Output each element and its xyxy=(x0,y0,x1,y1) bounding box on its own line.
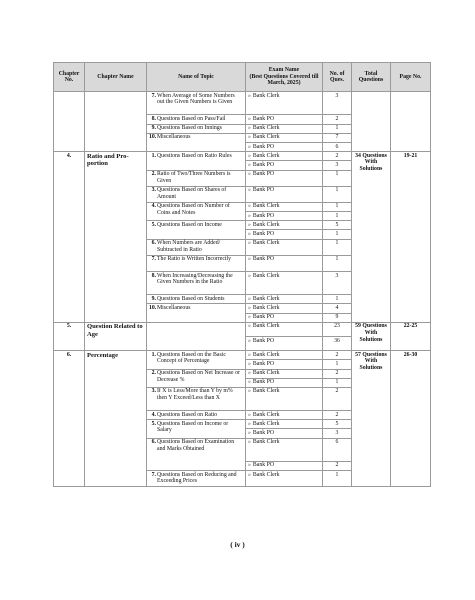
double-arrow-icon: » xyxy=(248,314,251,321)
topic-cell xyxy=(147,369,246,387)
header-exam-title: Exam Name xyxy=(268,67,300,74)
header-exam-subtitle: (Best Questions Covered till March, 2025) xyxy=(249,73,319,87)
exam-name: Bank Clerk xyxy=(252,240,280,247)
topic-number: 9. xyxy=(151,125,156,132)
topic-cell xyxy=(147,170,246,186)
double-arrow-icon: » xyxy=(248,125,251,132)
exam-cell xyxy=(246,387,323,410)
question-count: 7 xyxy=(323,133,352,142)
topic-cell xyxy=(147,221,246,239)
double-arrow-icon: » xyxy=(248,304,251,311)
topic-text: When Increasing/Decreasing the Given Numbers in the Ratio xyxy=(157,272,233,286)
topic-number: 5. xyxy=(151,420,156,427)
exam-cell xyxy=(246,212,323,221)
total-questions: 34 Questions With Solutions xyxy=(352,152,391,323)
double-arrow-icon: » xyxy=(248,187,251,194)
total-questions: 59 Questions With Solutions xyxy=(352,322,391,350)
exam-name: Bank PO xyxy=(252,256,275,263)
question-count: 23 xyxy=(323,322,352,336)
topic-text: When Numbers are Added/ Subtracted in Ratio xyxy=(157,240,221,253)
question-count: 4 xyxy=(323,304,352,313)
exam-name: Bank PO xyxy=(252,143,275,150)
topic-cell xyxy=(147,295,246,304)
topic-text: Questions Based on Income or Salary xyxy=(157,420,229,434)
double-arrow-icon: » xyxy=(248,420,251,427)
exam-cell xyxy=(246,170,323,186)
exam-name: Bank Clerk xyxy=(252,295,280,302)
exam-cell xyxy=(246,351,323,360)
topic-text: Questions Based on the Basic Concept of Percentage xyxy=(157,351,226,365)
double-arrow-icon: » xyxy=(248,430,251,437)
question-count: 2 xyxy=(323,461,352,470)
topic-text: Questions Based on Examination and Marks Obtained xyxy=(157,439,235,452)
exam-name: Bank PO xyxy=(252,161,275,168)
page-number-footer: ( iv ) xyxy=(230,540,245,549)
topic-number: 3. xyxy=(151,388,156,395)
exam-name: Bank Clerk xyxy=(252,471,280,478)
exam-name: Bank PO xyxy=(252,231,275,238)
topic-cell xyxy=(147,255,246,271)
topic-text: Questions Based on Shares of Amount xyxy=(157,187,227,200)
topic-cell xyxy=(147,411,246,420)
double-arrow-icon: » xyxy=(248,388,251,395)
topic-cell xyxy=(147,92,246,115)
exam-name: Bank Clerk xyxy=(252,370,280,377)
double-arrow-icon: » xyxy=(248,212,251,219)
page-range xyxy=(391,92,431,152)
exam-cell xyxy=(246,295,323,304)
exam-cell xyxy=(246,471,323,487)
topic-number: 9. xyxy=(151,295,156,302)
double-arrow-icon: » xyxy=(248,256,251,263)
double-arrow-icon: » xyxy=(248,370,251,377)
question-count: 3 xyxy=(323,272,352,295)
header-no-of-ques: No. of Ques. xyxy=(323,63,352,92)
exam-name: Bank PO xyxy=(252,462,275,469)
exam-name: Bank Clerk xyxy=(252,92,280,99)
topic-cell xyxy=(147,272,246,295)
topic-text: Ratio of Two/Three Numbers is Given xyxy=(157,171,231,184)
topic-number: 10. xyxy=(149,304,157,311)
question-count: 1 xyxy=(323,202,352,211)
double-arrow-icon: » xyxy=(248,221,251,228)
exam-name: Bank Clerk xyxy=(252,221,280,228)
table-header-row xyxy=(54,63,431,92)
chapter-name: Ratio and Pro-portion xyxy=(85,152,147,323)
question-count: 2 xyxy=(323,411,352,420)
exam-name: Bank PO xyxy=(252,314,275,321)
double-arrow-icon: » xyxy=(248,351,251,358)
double-arrow-icon: » xyxy=(248,115,251,122)
exam-cell xyxy=(246,429,323,438)
header-chapter-name: Chapter Name xyxy=(85,63,147,92)
double-arrow-icon: » xyxy=(248,240,251,247)
question-count: 2 xyxy=(323,152,352,161)
exam-cell xyxy=(246,360,323,369)
topic-text: Miscellaneous xyxy=(157,134,191,141)
page-range: 22-25 xyxy=(391,322,431,350)
question-count: 2 xyxy=(323,369,352,378)
topic-number: 5. xyxy=(151,221,156,228)
chapter-name xyxy=(85,92,147,152)
exam-name: Bank Clerk xyxy=(252,125,280,132)
double-arrow-icon: » xyxy=(248,411,251,418)
question-count: 1 xyxy=(323,295,352,304)
exam-name: Bank Clerk xyxy=(252,134,280,141)
topic-text: Questions Based on Pass/Fail xyxy=(157,115,226,122)
topic-text: Questions Based on Students xyxy=(157,295,225,302)
exam-cell xyxy=(246,161,323,170)
question-count: 3 xyxy=(323,161,352,170)
contents-table xyxy=(53,62,431,487)
exam-name: Bank Clerk xyxy=(252,203,280,210)
exam-name: Bank PO xyxy=(252,360,275,367)
exam-name: Bank PO xyxy=(252,115,275,122)
question-count: 6 xyxy=(323,142,352,151)
topic-cell xyxy=(147,186,246,202)
exam-cell xyxy=(246,336,323,350)
question-count: 5 xyxy=(323,420,352,429)
topic-cell xyxy=(147,152,246,170)
exam-name: Bank Clerk xyxy=(252,323,280,330)
exam-name: Bank PO xyxy=(252,379,275,386)
topic-number: 4. xyxy=(151,411,156,418)
question-count: 1 xyxy=(323,170,352,186)
chapter-number: 4. xyxy=(54,152,85,323)
topic-number: 1. xyxy=(151,351,156,358)
question-count: 6 xyxy=(323,438,352,461)
double-arrow-icon: » xyxy=(248,231,251,238)
double-arrow-icon: » xyxy=(248,462,251,469)
exam-cell xyxy=(246,304,323,313)
double-arrow-icon: » xyxy=(248,360,251,367)
topic-number: 1. xyxy=(151,152,156,159)
total-questions: 57 Questions With Solutions xyxy=(352,351,391,487)
chapter-name: Question Related to Age xyxy=(85,322,147,350)
double-arrow-icon: » xyxy=(248,143,251,150)
topic-text: Questions Based on Ratio Rules xyxy=(157,152,232,159)
topic-cell xyxy=(147,239,246,255)
header-exam xyxy=(246,63,323,92)
chapter-name: Percentage xyxy=(85,351,147,487)
exam-cell xyxy=(246,142,323,151)
table-row xyxy=(54,322,431,336)
table-row xyxy=(54,152,431,161)
chapter-number xyxy=(54,92,85,152)
exam-cell xyxy=(246,461,323,470)
total-questions xyxy=(352,92,391,152)
topic-number: 8. xyxy=(151,272,156,279)
exam-cell xyxy=(246,124,323,133)
topic-cell xyxy=(147,124,246,133)
exam-name: Bank PO xyxy=(252,171,275,178)
topic-number: 7. xyxy=(151,471,156,478)
exam-cell xyxy=(246,239,323,255)
topic-number: 3. xyxy=(151,187,156,194)
exam-cell xyxy=(246,221,323,230)
topic-text: The Ratio is Written Incorrectly xyxy=(157,256,232,263)
page-range: 26-30 xyxy=(391,351,431,487)
exam-cell xyxy=(246,313,323,322)
chapter-number: 6. xyxy=(54,351,85,487)
exam-name: Bank Clerk xyxy=(252,272,280,279)
question-count: 5 xyxy=(323,221,352,230)
topic-cell xyxy=(147,304,246,322)
topic-text: Questions Based on Net Increase or Decrease % xyxy=(157,370,240,383)
topic-number: 7. xyxy=(151,92,156,99)
exam-cell xyxy=(246,272,323,295)
topic-cell xyxy=(147,115,246,124)
topic-cell xyxy=(147,438,246,470)
exam-name: Bank Clerk xyxy=(252,388,280,395)
exam-name: Bank PO xyxy=(252,212,275,219)
exam-name: Bank Clerk xyxy=(252,351,280,358)
topic-number: 2. xyxy=(151,171,156,178)
topic-number: 10. xyxy=(149,134,157,141)
question-count: 1 xyxy=(323,378,352,387)
topic-number: 4. xyxy=(151,203,156,210)
double-arrow-icon: » xyxy=(248,439,251,446)
question-count: 2 xyxy=(323,387,352,410)
double-arrow-icon: » xyxy=(248,323,251,330)
question-count: 3 xyxy=(323,429,352,438)
exam-cell xyxy=(246,230,323,239)
topic-cell xyxy=(147,322,246,350)
exam-cell xyxy=(246,115,323,124)
exam-name: Bank PO xyxy=(252,187,275,194)
exam-cell xyxy=(246,369,323,378)
chapter-number: 5. xyxy=(54,322,85,350)
contents-page xyxy=(53,62,423,487)
question-count: 1 xyxy=(323,239,352,255)
exam-cell xyxy=(246,92,323,115)
topic-text: Questions Based on Innings xyxy=(157,125,222,132)
topic-number: 7. xyxy=(151,256,156,263)
header-chapter-no: Chapter No. xyxy=(54,63,85,92)
exam-cell xyxy=(246,255,323,271)
question-count: 2 xyxy=(323,115,352,124)
double-arrow-icon: » xyxy=(248,92,251,99)
table-row xyxy=(54,351,431,360)
topic-number: 8. xyxy=(151,115,156,122)
double-arrow-icon: » xyxy=(248,379,251,386)
exam-cell xyxy=(246,378,323,387)
topic-number: 6. xyxy=(151,439,156,446)
exam-name: Bank Clerk xyxy=(252,439,280,446)
exam-cell xyxy=(246,411,323,420)
topic-text: If X is Less/More than Y by m% then Y Exceed/Less than X xyxy=(157,388,233,402)
double-arrow-icon: » xyxy=(248,134,251,141)
double-arrow-icon: » xyxy=(248,337,251,344)
table-body xyxy=(54,92,431,487)
question-count: 1 xyxy=(323,360,352,369)
double-arrow-icon: » xyxy=(248,203,251,210)
exam-name: Bank PO xyxy=(252,337,275,344)
exam-cell xyxy=(246,438,323,461)
exam-name: Bank Clerk xyxy=(252,420,280,427)
question-count: 1 xyxy=(323,186,352,202)
topic-cell xyxy=(147,351,246,369)
exam-name: Bank Clerk xyxy=(252,152,280,159)
exam-name: Bank PO xyxy=(252,430,275,437)
question-count: 36 xyxy=(323,336,352,350)
exam-cell xyxy=(246,322,323,336)
exam-cell xyxy=(246,420,323,429)
double-arrow-icon: » xyxy=(248,272,251,279)
topic-text: Questions Based on Ratio xyxy=(157,411,218,418)
double-arrow-icon: » xyxy=(248,161,251,168)
exam-cell xyxy=(246,133,323,142)
exam-cell xyxy=(246,186,323,202)
double-arrow-icon: » xyxy=(248,471,251,478)
exam-cell xyxy=(246,202,323,211)
topic-text: Questions Based on Income xyxy=(157,221,222,228)
double-arrow-icon: » xyxy=(248,152,251,159)
topic-text: When Average of Some Numbers out the Given Numbers is Given xyxy=(157,92,235,106)
topic-cell xyxy=(147,387,246,410)
question-count: 3 xyxy=(323,92,352,115)
question-count: 2 xyxy=(323,351,352,360)
topic-number: 6. xyxy=(151,240,156,247)
header-topic: Name of Topic xyxy=(147,63,246,92)
topic-text: Questions Based on Number of Coins and Notes xyxy=(157,203,230,217)
table-row xyxy=(54,92,431,115)
question-count: 1 xyxy=(323,124,352,133)
topic-cell xyxy=(147,420,246,438)
topic-text: Questions Based on Reducing and Exceeding Prices xyxy=(157,471,237,485)
question-count: 9 xyxy=(323,313,352,322)
exam-cell xyxy=(246,152,323,161)
topic-text: Miscellaneous xyxy=(157,304,191,311)
exam-name: Bank Clerk xyxy=(252,304,280,311)
double-arrow-icon: » xyxy=(248,295,251,302)
question-count: 1 xyxy=(323,230,352,239)
header-total: Total Questions xyxy=(352,63,391,92)
header-page-no: Page No. xyxy=(391,63,431,92)
topic-cell xyxy=(147,133,246,151)
exam-name: Bank Clerk xyxy=(252,411,280,418)
double-arrow-icon: » xyxy=(248,171,251,178)
question-count: 1 xyxy=(323,212,352,221)
question-count: 1 xyxy=(323,471,352,487)
topic-cell xyxy=(147,202,246,220)
topic-cell xyxy=(147,471,246,487)
page-range: 19-21 xyxy=(391,152,431,323)
topic-number: 2. xyxy=(151,370,156,377)
question-count: 1 xyxy=(323,255,352,271)
